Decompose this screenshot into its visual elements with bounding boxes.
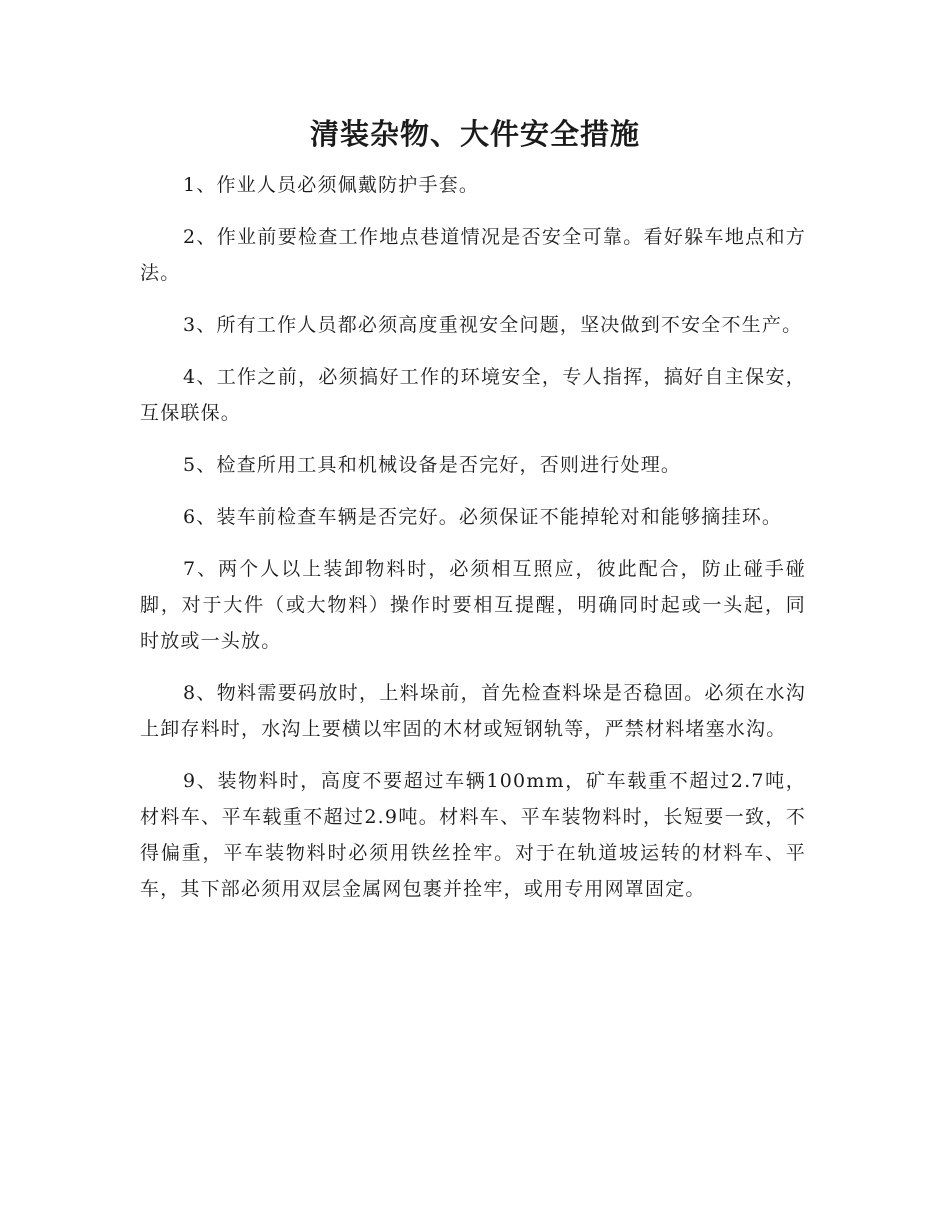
paragraph-4: 4、工作之前，必须搞好工作的环境安全，专人指挥，搞好自主保安，互保联保。 [140, 366, 806, 424]
paragraph-6: 6、装车前检查车辆是否完好。必须保证不能掉轮对和能够摘挂环。 [183, 506, 783, 528]
paragraph-2: 2、作业前要检查工作地点巷道情况是否安全可靠。看好躲车地点和方法。 [140, 226, 806, 284]
paragraph-3: 3、所有工作人员都必须高度重视安全问题，坚决做到不安全不生产。 [183, 314, 803, 336]
paragraph-7: 7、两个人以上装卸物料时，必须相互照应，彼此配合，防止碰手碰脚，对于大件（或大物料）操作时要相互提醒，明确同时起或一头起，同时放或一头放。 [140, 558, 806, 652]
paragraph-1: 1、作业人员必须佩戴防护手套。 [183, 174, 480, 196]
document-body [140, 167, 806, 923]
paragraph-5: 5、检查所用工具和机械设备是否完好，否则进行处理。 [183, 454, 682, 476]
paragraph-9: 9、装物料时，高度不要超过车辆100mm，矿车载重不超过2.7吨，材料车、平车载重不超过2.9吨。材料车、平车装物料时，长短要一致，不得偏重，平车装物料时必须用铁丝拴牢。对于在轨道坡运转的材料车、平车，其下部必须用双层金属网包裹并拴牢，或用专用网罩固定。 [140, 770, 806, 900]
paragraph-8: 8、物料需要码放时，上料垛前，首先检查料垛是否稳固。必须在水沟上卸存料时，水沟上要横以牢固的木材或短钢轨等，严禁材料堵塞水沟。 [140, 682, 806, 740]
document-title: 清装杂物、大件安全措施 [309, 117, 640, 151]
